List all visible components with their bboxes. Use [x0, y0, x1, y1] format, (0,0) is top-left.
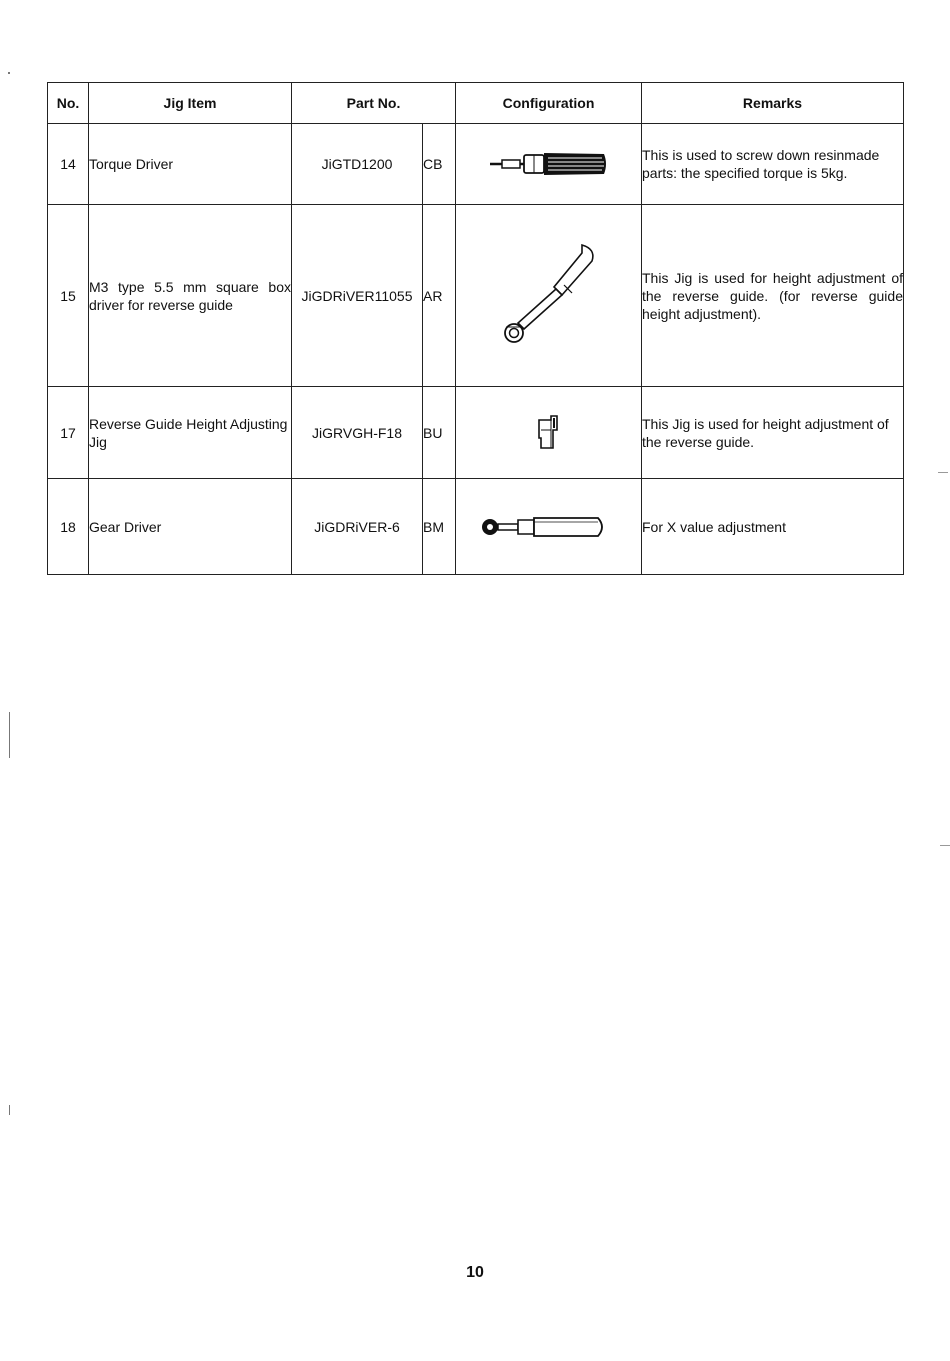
jig-table — [47, 82, 904, 575]
jig-item-name: Torque Driver — [89, 124, 292, 205]
remarks-text: This Jig is used for height adjustment of the reverse guide. — [642, 387, 904, 479]
header-part-no: Part No. — [292, 83, 456, 124]
header-no: No. — [48, 83, 89, 124]
part-code: BM — [423, 479, 456, 575]
torque-driver-icon — [484, 144, 614, 184]
jig-item-name: Gear Driver — [89, 479, 292, 575]
part-code: BU — [423, 387, 456, 479]
scan-artifact-line — [938, 472, 948, 473]
configuration-cell — [456, 124, 642, 205]
configuration-cell — [456, 387, 642, 479]
row-number: 18 — [48, 479, 89, 575]
height-jig-icon — [519, 408, 579, 458]
remarks-text: This is used to screw down resinmade parts: the specified torque is 5kg. — [642, 124, 904, 205]
row-number: 14 — [48, 124, 89, 205]
part-code: CB — [423, 124, 456, 205]
row-number: 15 — [48, 205, 89, 387]
part-code: AR — [423, 205, 456, 387]
table-row — [48, 387, 904, 479]
header-configuration: Configuration — [456, 83, 642, 124]
remarks-text: This Jig is used for height adjustment of the reverse guide. (for reverse guide height adjustment). — [642, 205, 904, 387]
part-number: JiGTD1200 — [292, 124, 423, 205]
scan-artifact-line — [940, 845, 950, 846]
table-row — [48, 124, 904, 205]
part-number: JiGDRiVER-6 — [292, 479, 423, 575]
scan-artifact-line — [9, 712, 10, 758]
page-number: 10 — [466, 1264, 484, 1281]
remarks-text: For X value adjustment — [642, 479, 904, 575]
scan-speck — [8, 72, 10, 74]
configuration-cell — [456, 479, 642, 575]
scan-artifact-line — [9, 1105, 10, 1115]
table-row — [48, 205, 904, 387]
header-remarks: Remarks — [642, 83, 904, 124]
part-number: JiGRVGH-F18 — [292, 387, 423, 479]
table-row — [48, 479, 904, 575]
configuration-cell — [456, 205, 642, 387]
header-jig-item: Jig Item — [89, 83, 292, 124]
row-number: 17 — [48, 387, 89, 479]
gear-driver-icon — [474, 507, 624, 547]
jig-item-name: Reverse Guide Height Adjusting Jig — [89, 387, 292, 479]
part-number: JiGDRiVER11055 — [292, 205, 423, 387]
table-header-row — [48, 83, 904, 124]
box-driver-icon — [484, 241, 614, 351]
jig-item-name: M3 type 5.5 mm square box driver for reverse guide — [89, 205, 292, 387]
